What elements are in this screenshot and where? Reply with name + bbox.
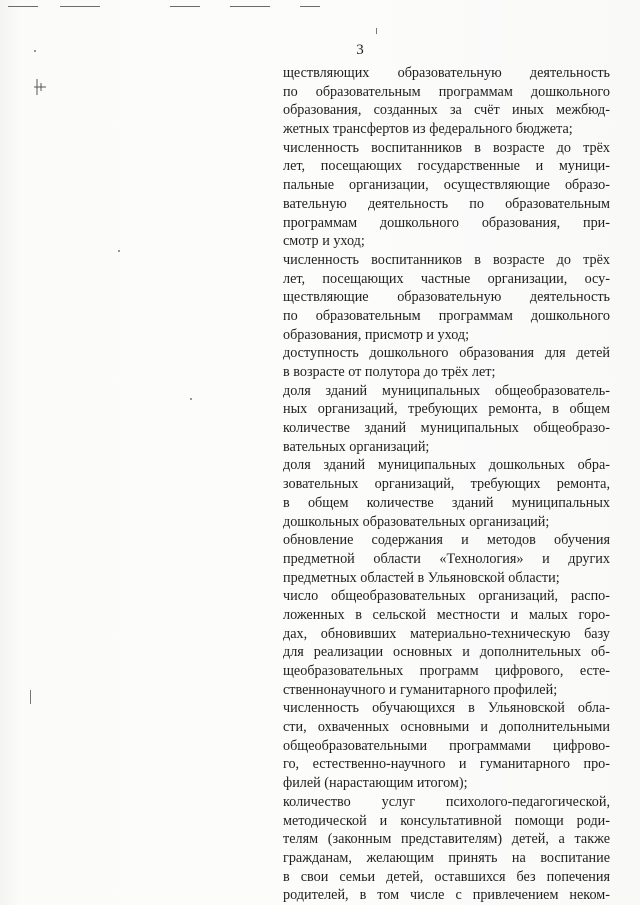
text-line: численность обучающихся в Ульяновской обла- (283, 700, 610, 717)
text-line: по образовательным программам дошкольного (283, 83, 610, 100)
text-line: в общем количестве зданий муниципальных (283, 494, 610, 511)
text-line: смотр и уход; (283, 233, 365, 250)
text-line: методической и консультативной помощи роди- (283, 812, 610, 829)
text-line: го, естественно-научного и гуманитарного про- (283, 756, 610, 773)
body-text (283, 64, 610, 905)
text-line: сти, охваченных основными и дополнительными (283, 719, 610, 736)
text-line: родителей, в том числе с привлечением неком- (283, 887, 610, 904)
text-line: в возрасте от полутора до трёх лет; (283, 364, 496, 380)
text-line: программам дошкольного образования, при- (283, 214, 610, 231)
text-line: дошкольных образовательных организаций; (283, 513, 550, 530)
scan-artifact (170, 6, 200, 7)
text-line: филей (нарастающим итогом); (283, 775, 468, 792)
text-line: щеобразовательных программ цифрового, есте- (283, 663, 610, 679)
scan-artifact (8, 6, 38, 7)
scan-speck (376, 28, 377, 34)
text-line: обновление содержания и методов обучения (283, 532, 610, 549)
text-line: вательных организаций; (283, 438, 430, 455)
text-line: ных организаций, требующих ремонта, в общем (283, 401, 610, 418)
page-number: 3 (356, 42, 364, 58)
scan-speck (30, 690, 31, 704)
text-line: численность воспитанников в возрасте до трёх (283, 139, 610, 156)
text-line: численность воспитанников в возрасте до трёх (283, 251, 610, 268)
scan-speck (190, 398, 192, 400)
text-line: количестве зданий муниципальных общеобразо- (283, 420, 610, 437)
text-line: лет, посещающих государственные и муници- (283, 158, 610, 175)
text-line: общеобразовательными программами цифрово- (283, 737, 610, 754)
scan-artifact (60, 6, 100, 7)
scan-artifact (230, 6, 270, 7)
text-line: зовательных организаций, требующих ремонта, (283, 476, 610, 493)
text-line: предметной области «Технология» и других (283, 550, 610, 567)
text-line: телям (законным представителям) детей, а также (283, 831, 610, 848)
text-line: лет, посещающих частные организации, осу- (283, 270, 610, 287)
text-line: ществляющих образовательную деятельность (283, 65, 610, 81)
text-line: образования, созданных за счёт иных межбюд- (283, 102, 610, 119)
text-line: число общеобразовательных организаций, распо- (283, 588, 610, 605)
text-line: по образовательным программам дошкольного (283, 307, 610, 324)
text-line: доля зданий муниципальных общеобразователь- (283, 382, 610, 399)
text-line: доля зданий муниципальных дошкольных обра- (283, 457, 610, 474)
scan-speck (34, 50, 36, 52)
text-line: в свои семьи детей, оставшихся без попечения (283, 868, 610, 885)
margin-mark-icon (33, 78, 47, 96)
scan-artifact (300, 6, 320, 7)
text-line: ществляющие образовательную деятельность (283, 289, 610, 306)
text-line: предметных областей в Ульяновской области; (283, 569, 560, 586)
text-line: жетных трансфертов из федерального бюджета; (283, 121, 573, 138)
text-line: для реализации основных и дополнительных об- (283, 644, 610, 661)
text-line: пальные организации, осуществляющие образо- (283, 177, 610, 194)
text-line: ственнонаучного и гуманитарного профилей; (283, 681, 558, 698)
text-line: количество услуг психолого-педагогической, (283, 793, 610, 810)
text-line: образования, присмотр и уход; (283, 326, 470, 343)
text-line: доступность дошкольного образования для детей (283, 345, 610, 362)
text-line: дах, обновивших материально-техническую базу (283, 625, 610, 642)
text-line: вательную деятельность по образовательным (283, 195, 610, 212)
text-line: гражданам, желающим принять на воспитание (283, 849, 610, 866)
scan-speck (118, 250, 120, 252)
text-line: ложенных в сельской местности и малых горо- (283, 606, 610, 623)
